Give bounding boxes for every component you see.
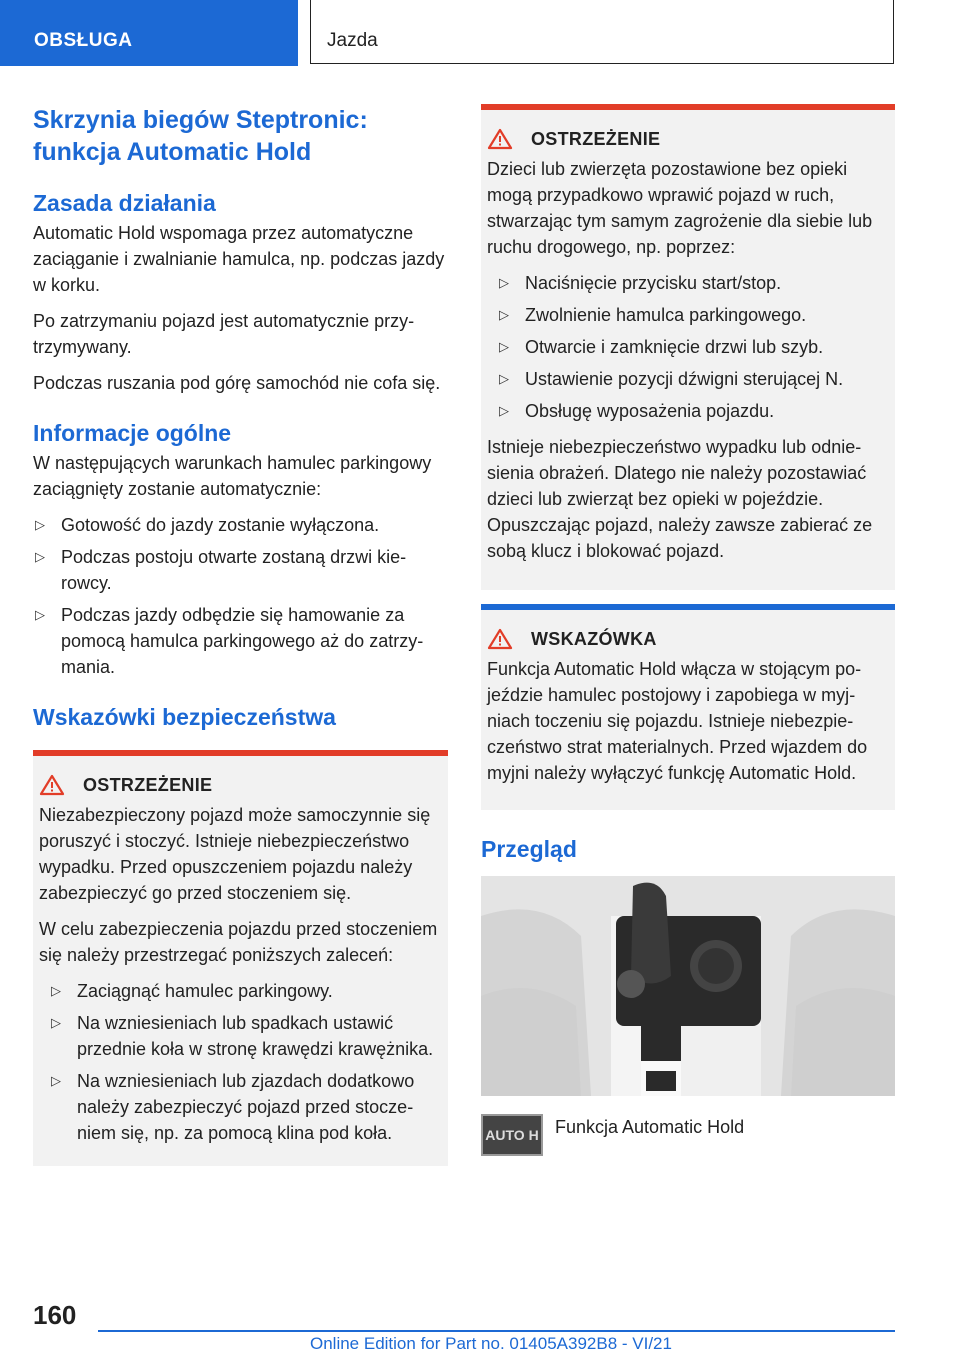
triangle-bullet-icon: ▷ — [51, 1015, 61, 1030]
principle-section — [33, 188, 448, 396]
overview-heading: Przegląd — [481, 836, 577, 862]
general-heading: Informacje ogólne — [33, 420, 232, 446]
triangle-bullet-icon: ▷ — [499, 275, 509, 290]
triangle-bullet-icon: ▷ — [35, 549, 45, 564]
list-item: ▷ Na wzniesieniach lub zjazdach dodatkowo należy zabezpieczyć pojazd przed stoczeniem się, np. za pomocą klina pod koła. — [49, 1068, 442, 1146]
triangle-bullet-icon: ▷ — [35, 517, 45, 532]
warning-paragraph: Dzieci lub zwierzęta pozostawione bez opieki mogą przypadkowo wprawić pojazd w ruch, stwarzając tym samym zagrożenie dla siebie lub ruchu drogowego, np. poprzez: — [487, 159, 873, 257]
list-item: ▷ Zwolnienie hamulca parkingowego. — [497, 302, 889, 328]
list-item: ▷ Na wzniesieniach lub spadkach ustawić przednie koła w stronę krawędzi krawężnika. — [49, 1010, 442, 1062]
page-title: Skrzynia biegów Steptronic: funkcja Automatic Hold — [33, 106, 368, 166]
header-chapter-tab — [310, 0, 894, 64]
triangle-bullet-icon: ▷ — [35, 607, 45, 622]
general-section — [33, 418, 448, 680]
note-box — [481, 604, 895, 810]
warning-paragraph: W celu zabezpieczenia pojazdu przed stoczeniem się należy przestrzegać poniższych zaleceń: — [39, 919, 438, 965]
left-column — [33, 104, 448, 1184]
list-item: ▷ Gotowość do jazdy zostanie wyłączona. — [33, 512, 448, 538]
right-column — [481, 104, 895, 1156]
warning-triangle-icon — [39, 774, 65, 796]
footer-divider — [98, 1330, 895, 1332]
header-section: OBSŁUGA — [34, 30, 133, 51]
principle-paragraph: Po zatrzymaniu pojazd jest automatycznie przytrzymywany. — [33, 311, 415, 357]
safety-heading: Wskazówki bezpieczeństwa — [33, 704, 336, 730]
note-title: WSKAZÓWKA — [487, 628, 889, 650]
caption-text: Funkcja Automatic Hold — [555, 1117, 745, 1137]
footer-edition: Online Edition for Part no. 01405A392B8 - VI/21 — [310, 1334, 672, 1353]
warning-box — [33, 750, 448, 1166]
header-section-tab — [0, 0, 298, 66]
list-item: ▷ Ustawienie pozycji dźwigni sterującej N. — [497, 366, 889, 392]
warning-triangle-icon — [487, 128, 513, 150]
warning-title: OSTRZEŻENIE — [487, 128, 889, 150]
warning-triangle-icon — [487, 628, 513, 650]
triangle-bullet-icon: ▷ — [499, 403, 509, 418]
note-paragraph: Funkcja Automatic Hold włącza w stojącym pojeździe hamulec postojowy i zapobiega w myjniach toczeniu się pojazdu. Istnieje niebezpieczeństwo strat materialnych. Przed wjazdem do myjni należy wyłączyć funkcję Automatic Hold. — [487, 659, 868, 783]
warning-list — [487, 270, 889, 424]
list-item: ▷ Zaciągnąć hamulec parkingowy. — [49, 978, 442, 1004]
caption — [481, 1114, 895, 1156]
warning-box — [481, 104, 895, 590]
center-console-photo — [481, 876, 895, 1096]
warning-paragraph: Niezabezpieczony pojazd może samoczynnie się poruszyć i stoczyć. Istnieje niebezpieczeństwo wypadku. Przed opuszczeniem pojazdu należy zabezpieczyć go przed stoczeniem się. — [39, 805, 431, 903]
list-item: ▷ Naciśnięcie przycisku start/stop. — [497, 270, 889, 296]
triangle-bullet-icon: ▷ — [499, 307, 509, 322]
list-item: ▷ Otwarcie i zamknięcie drzwi lub szyb. — [497, 334, 889, 360]
header-chapter: Jazda — [327, 30, 378, 51]
general-list — [33, 512, 448, 680]
triangle-bullet-icon: ▷ — [499, 371, 509, 386]
principle-heading: Zasada działania — [33, 190, 216, 216]
warning-title: OSTRZEŻENIE — [39, 774, 442, 796]
list-item: ▷ Podczas postoju otwarte zostaną drzwi kierowcy. — [33, 544, 448, 596]
triangle-bullet-icon: ▷ — [51, 1073, 61, 1088]
triangle-bullet-icon: ▷ — [499, 339, 509, 354]
auto-h-button-icon: AUTO H — [481, 1114, 543, 1156]
warning-paragraph: Istnieje niebezpieczeństwo wypadku lub odniesienia obrażeń. Dlatego nie należy pozostawiać dzieci lub zwierząt bez opieki w pojeździe. Opuszczając pojazd, należy zawsze zabierać ze sobą klucz i blokować pojazd. — [487, 437, 873, 561]
page-number: 160 — [33, 1300, 77, 1330]
list-item: ▷ Podczas jazdy odbędzie się hamowanie za pomocą hamulca parkingowego aż do zatrzymania. — [33, 602, 448, 680]
principle-paragraph: Automatic Hold wspomaga przez automatyczne zaciąganie i zwalnianie hamulca, np. podczas jazdy w korku. — [33, 223, 445, 295]
gear-selector-illustration — [481, 876, 895, 1096]
general-intro: W następujących warunkach hamulec parkingowy zaciągnięty zostanie automatycznie: — [33, 453, 432, 499]
warning-list — [39, 978, 442, 1146]
principle-paragraph: Podczas ruszania pod górę samochód nie cofa się. — [33, 373, 441, 393]
triangle-bullet-icon: ▷ — [51, 983, 61, 998]
list-item: ▷ Obsługę wyposażenia pojazdu. — [497, 398, 889, 424]
